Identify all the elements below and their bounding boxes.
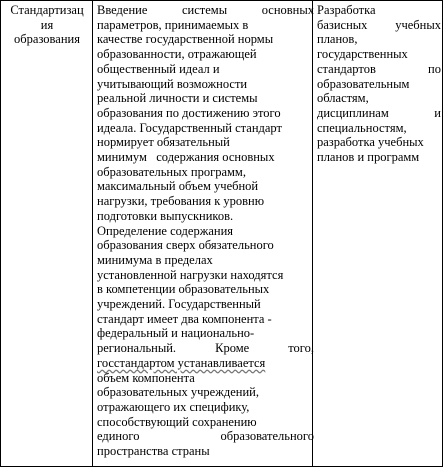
column-divider [92, 1, 93, 466]
description-line: федеральный и национально- [97, 326, 255, 341]
description-line: образования по достижению этого [97, 105, 281, 120]
category-line: образования [14, 32, 80, 47]
description-line: учреждений. Государственный [97, 297, 261, 312]
category-cell [3, 3, 91, 47]
implementation-line: планов, [317, 32, 358, 47]
implementation-line: образовательным [317, 76, 410, 91]
implementation-line: Разработка [317, 3, 376, 17]
description-line: Введение системы основных [97, 3, 314, 17]
description-line: стандарт имеет два компонента - [97, 311, 272, 326]
implementation-line: планов и программ [317, 150, 420, 165]
description-line: максимальный объем учебной [97, 179, 259, 194]
implementation-line: специальностям, [317, 120, 407, 135]
description-line: установленной нагрузки находятся [97, 267, 284, 282]
description-line: учитывающий возможности [97, 76, 248, 91]
description-line: региональный. Кроме того, [97, 341, 314, 356]
implementation-line: разработка учебных [317, 135, 424, 150]
implementation-line: базисных учебных [317, 17, 441, 32]
description-line: образовательных программ, [97, 164, 246, 179]
description-line: качестве государственной нормы [97, 32, 274, 47]
implementation-line: стандартов по [317, 61, 441, 76]
description-line: госстандартом устанавливается [97, 355, 266, 370]
description-line: пространства страны [97, 444, 210, 459]
implementation-cell [317, 3, 441, 165]
category-line: ия [40, 17, 54, 32]
category-line: Стандартизац [10, 3, 84, 17]
description-line: реальной личности и системы [97, 91, 258, 106]
description-line: отражающего их специфику, [97, 399, 250, 414]
description-line: параметров, принимаемых в [97, 17, 249, 32]
description-line: общественный идеал и [97, 61, 220, 76]
description-line: минимума в пределах [97, 252, 213, 267]
description-line: единого образовательного [97, 429, 314, 444]
description-line: образовательных учреждений, [97, 385, 259, 400]
description-line: нагрузки, требования к уровню [97, 194, 265, 209]
description-line: нормирует обязательный [97, 135, 230, 150]
description-line: идеала. Государственный стандарт [97, 120, 282, 135]
implementation-line: областям, [317, 91, 369, 106]
description-cell [97, 3, 314, 459]
description-line: Определение содержания [97, 223, 234, 238]
description-line: подготовки выпускников. [97, 208, 234, 223]
description-line: способствующий сохранению [97, 414, 257, 429]
description-line: минимум содержания основных [97, 150, 275, 165]
description-line: объем компонента [97, 370, 195, 385]
implementation-line: государственных [317, 47, 408, 62]
description-line: в компетенции образовательных [97, 282, 270, 297]
implementation-line: дисциплинам и [317, 105, 441, 120]
description-line: образованности, отражающей [97, 47, 257, 62]
description-line: образования сверх обязательного [97, 238, 274, 253]
